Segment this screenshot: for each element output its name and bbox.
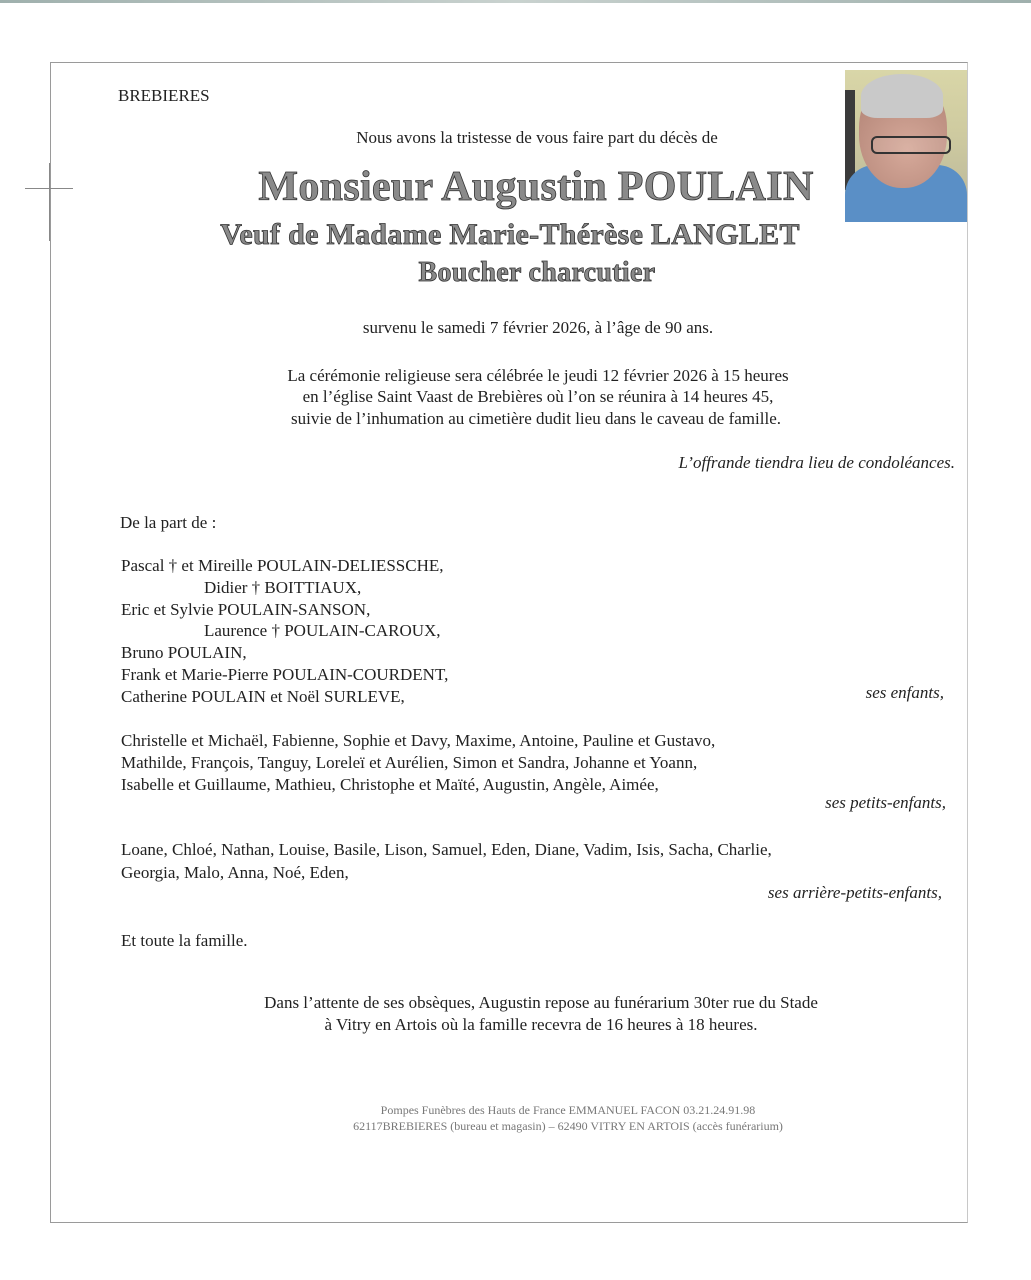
rest-line: à Vitry en Artois où la famille recevra de 16 heures à 18 heures. xyxy=(324,1015,758,1034)
grandchildren-line: Mathilde, François, Tanguy, Loreleï et Aurélien, Simon et Sandra, Johanne et Yoann, xyxy=(121,753,698,772)
from-label: De la part de : xyxy=(120,513,217,532)
grandchildren-line: Christelle et Michaël, Fabienne, Sophie et Davy, Maxime, Antoine, Pauline et Gustavo, xyxy=(121,731,716,750)
child-line: Pascal † et Mireille POULAIN-DELIESSCHE, xyxy=(121,556,444,575)
child-line: Eric et Sylvie POULAIN-SANSON, xyxy=(121,600,371,619)
ceremony-line: La cérémonie religieuse sera célébrée le jeudi 12 février 2026 à 15 heures xyxy=(287,366,789,385)
scan-edge xyxy=(0,0,1031,3)
offering-note: L’offrande tiendra lieu de condoléances. xyxy=(678,453,955,472)
footer-line: Pompes Funèbres des Hauts de France EMMANUEL FACON 03.21.24.91.98 xyxy=(380,1103,756,1117)
grandchildren-label: ses petits-enfants, xyxy=(825,793,946,812)
deceased-name: Monsieur Augustin POULAIN xyxy=(258,164,814,210)
intro: Nous avons la tristesse de vous faire part du décès de xyxy=(356,128,718,147)
great-grandchildren-line: Loane, Chloé, Nathan, Louise, Basile, Lison, Samuel, Eden, Diane, Vadim, Isis, Sacha, Charlie, xyxy=(121,840,772,859)
children-label: ses enfants, xyxy=(865,683,944,702)
ceremony-line: suivie de l’inhumation au cimetière dudit lieu dans le caveau de famille. xyxy=(291,409,781,428)
location: BREBIERES xyxy=(118,86,210,105)
child-line: Didier † BOITTIAUX, xyxy=(204,578,362,597)
widower-line: Veuf de Madame Marie-Thérèse LANGLET xyxy=(220,218,800,251)
cross-icon xyxy=(49,163,50,241)
ceremony-line: en l’église Saint Vaast de Brebières où l’on se réunira à 14 heures 45, xyxy=(302,387,774,406)
great-grandchildren-line: Georgia, Malo, Anna, Noé, Eden, xyxy=(121,863,349,882)
great-grandchildren-label: ses arrière-petits-enfants, xyxy=(767,883,942,902)
grandchildren-line: Isabelle et Guillaume, Mathieu, Christophe et Maïté, Augustin, Angèle, Aimée, xyxy=(121,775,659,794)
child-line: Bruno POULAIN, xyxy=(121,643,247,662)
child-line: Laurence † POULAIN-CAROUX, xyxy=(204,621,441,640)
footer-line: 62117BREBIERES (bureau et magasin) – 62490 VITRY EN ARTOIS (accès funérarium) xyxy=(353,1119,783,1133)
family-line: Et toute la famille. xyxy=(121,931,248,950)
rest-line: Dans l’attente de ses obsèques, Augustin repose au funérarium 30ter rue du Stade xyxy=(264,993,818,1012)
cross-icon-bar xyxy=(25,188,73,189)
portrait-photo xyxy=(845,70,967,222)
death-date: survenu le samedi 7 février 2026, à l’âge de 90 ans. xyxy=(362,318,714,337)
child-line: Catherine POULAIN et Noël SURLEVE, xyxy=(121,687,405,706)
child-line: Frank et Marie-Pierre POULAIN-COURDENT, xyxy=(121,665,449,684)
profession: Boucher charcutier xyxy=(418,257,656,288)
